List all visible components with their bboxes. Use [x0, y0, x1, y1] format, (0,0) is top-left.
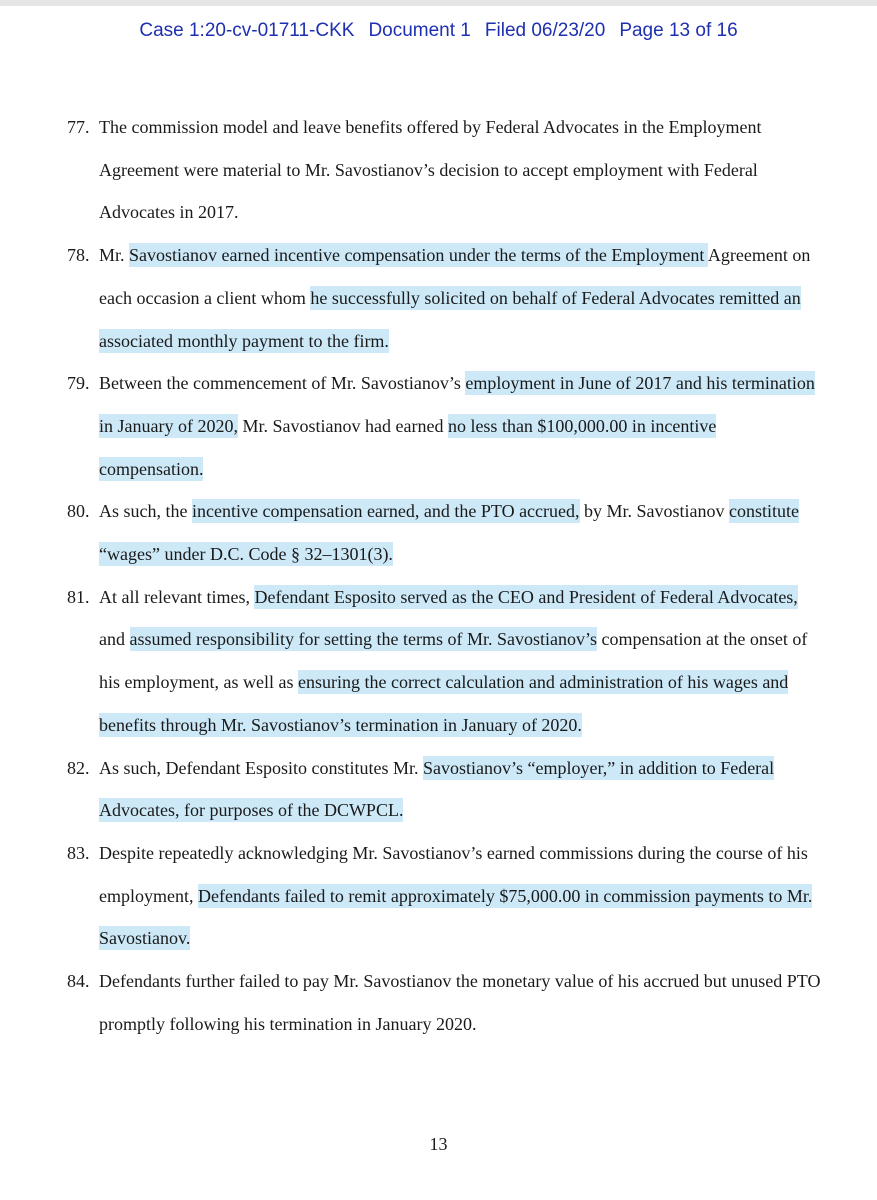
text-segment: and [99, 629, 130, 650]
paragraph-number: 78. [67, 245, 90, 266]
highlighted-text: ensuring the correct calculation and administration of his wages and benefits through Mr. Savostianov’s termination in January of 2020. [99, 672, 789, 735]
text-segment: by Mr. Savostianov [579, 501, 730, 522]
paragraph [64, 234, 824, 362]
text-segment: compensation at the onset of his employment, as well as [99, 629, 808, 693]
highlighted-text: Savostianov’s “employer,” in addition to Federal Advocates, for purposes of the DCWPCL. [99, 757, 775, 821]
top-bar [0, 0, 877, 6]
highlighted-text: constitute “wages” under D.C. Code § 32–1301(3). [99, 501, 800, 565]
text-segment: As such, the [99, 501, 192, 522]
paragraph [64, 576, 824, 747]
highlighted-text: employment in June of 2017 and his termination in January of 2020, [99, 373, 815, 436]
paragraph-number: 84. [67, 971, 90, 992]
highlighted-text: Defendant Esposito served as the CEO and President of Federal Advocates, [254, 586, 798, 607]
paragraph-text [99, 576, 824, 747]
highlighted-text: assumed responsibility for setting the terms of Mr. Savostianov’s [129, 629, 597, 650]
text-segment: Between the commencement of Mr. Savostianov’s [99, 373, 466, 394]
paragraph-number: 80. [67, 501, 90, 522]
paragraph-number: 82. [67, 757, 90, 778]
paragraph [64, 106, 824, 234]
highlighted-text: Defendants failed to remit approximately $75,000.00 in commission payments to Mr. Savostianov. [99, 885, 813, 949]
text-segment: As such, Defendant Esposito constitutes Mr. [99, 757, 423, 778]
text-segment: At all relevant times, [99, 586, 255, 607]
paragraph-text [99, 106, 824, 234]
highlighted-text: no less than $100,000.00 in incentive compensation. [99, 415, 717, 479]
text-segment: The commission model and leave benefits offered by Federal Advocates in the Employment Agreement were material to Mr. Savostianov’s decision to accept employment with Federal Advocates in 2017. [99, 117, 762, 223]
paragraph [64, 362, 824, 490]
paragraph-text [99, 960, 824, 1045]
paragraph-text [99, 362, 824, 490]
paragraph [64, 960, 824, 1045]
paragraph-text [99, 747, 824, 832]
paragraph-text [99, 832, 824, 960]
paragraph-number: 83. [67, 842, 90, 863]
text-segment: Defendants further failed to pay Mr. Savostianov the monetary value of his accrued but unused PTO promptly following his termination in January 2020. [99, 971, 821, 1034]
highlighted-text: Savostianov earned incentive compensation under the terms of the Employment [129, 245, 708, 266]
paragraph [64, 832, 824, 960]
page-number: 13 [429, 1134, 448, 1154]
text-segment: Despite repeatedly acknowledging Mr. Savostianov’s earned commissions during the course of his employment, [99, 842, 808, 906]
document-number: Document 1 [368, 20, 471, 41]
paragraph [64, 747, 824, 832]
filed-date: Filed 06/23/20 [484, 20, 606, 41]
paragraph-text [99, 490, 824, 575]
text-segment: Mr. Savostianov had earned [237, 415, 448, 436]
text-segment: Mr. [99, 245, 130, 266]
highlighted-text: incentive compensation earned, and the PTO accrued, [192, 501, 580, 522]
paragraph-number: 79. [67, 373, 90, 394]
paragraph-number: 77. [67, 117, 90, 137]
paragraph-number: 81. [67, 586, 90, 607]
case-number: Case 1:20-cv-01711-CKK [139, 20, 355, 41]
text-segment: Agreement on each occasion a client whom [99, 245, 811, 308]
case-header [0, 20, 877, 42]
paragraph-text [99, 234, 824, 362]
paragraph [64, 490, 824, 575]
page-count: Page 13 of 16 [619, 20, 738, 41]
highlighted-text: he successfully solicited on behalf of Federal Advocates remitted an associated monthly payment to the firm. [99, 287, 801, 351]
paragraph-list [64, 106, 824, 1045]
